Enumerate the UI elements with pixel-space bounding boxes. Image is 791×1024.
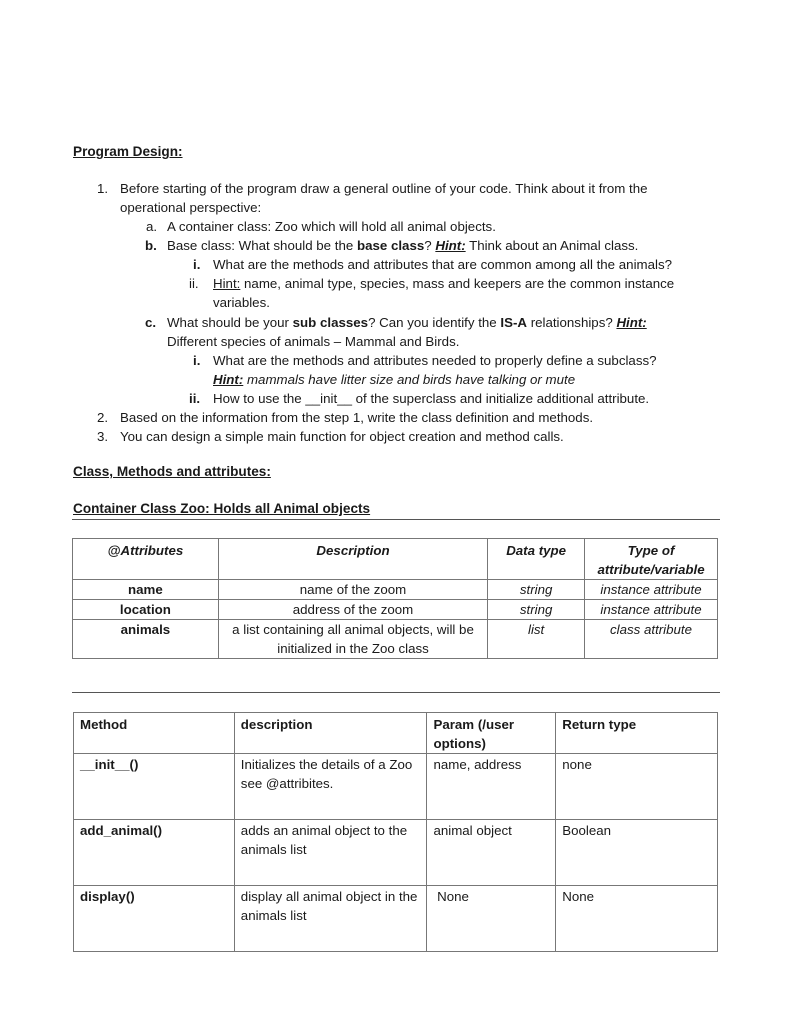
c-text-3: relationships?: [527, 315, 617, 330]
program-design-heading: Program Design:: [73, 144, 183, 159]
item-1-line-2: operational perspective:: [120, 200, 262, 215]
b-text-3: Think about an Animal class.: [465, 238, 639, 253]
sub-marker-cii: ii.: [189, 391, 201, 406]
header-description: Description: [218, 539, 487, 580]
header-return-type: Return type: [556, 713, 718, 754]
header-description: description: [234, 713, 427, 754]
method-name: __init__(): [74, 754, 235, 820]
ci-hint-text: mammals have litter size and birds have talking or mute: [243, 372, 576, 387]
ci-hint: Hint:: [213, 372, 244, 387]
table-row: [73, 620, 718, 659]
b-bold-base-class: base class: [356, 238, 425, 253]
c-text-2: ? Can you identify the: [368, 315, 501, 330]
attr-data-type: string: [488, 580, 585, 600]
header-attributes: @Attributes: [73, 539, 219, 580]
table-row: [74, 754, 718, 820]
list-marker-2: 2.: [97, 410, 109, 425]
table-row: [73, 600, 718, 620]
table-divider: [72, 692, 720, 693]
attr-kind: instance attribute: [585, 580, 718, 600]
sub-item-a: A container class: Zoo which will hold all animal objects.: [167, 219, 496, 234]
sub-item-ci-hint-line: [213, 370, 575, 389]
sub-item-c-line-2: Different species of animals – Mammal and Birds.: [167, 334, 460, 349]
attr-data-type: list: [488, 620, 585, 659]
method-description: display all animal object in the animals list: [234, 886, 427, 952]
item-1-line-1: Before starting of the program draw a general outline of your code. Think about it from the: [120, 181, 648, 196]
table-row: [74, 820, 718, 886]
header-type-of-attribute: Type of attribute/variable: [585, 539, 718, 580]
attr-kind: instance attribute: [585, 600, 718, 620]
attr-name: animals: [73, 620, 219, 659]
list-marker-1: 1.: [97, 181, 109, 196]
method-return-type: none: [556, 754, 718, 820]
sub-item-cii: How to use the __init__ of the superclass and initialize additional attribute.: [213, 391, 650, 406]
sub-item-bii-line-2: variables.: [213, 295, 270, 310]
sub-item-b: [167, 236, 638, 255]
list-marker-3: 3.: [97, 429, 109, 444]
item-3: You can design a simple main function for object creation and method calls.: [120, 429, 564, 444]
method-description: adds an animal object to the animals list: [234, 820, 427, 886]
method-description: Initializes the details of a Zoo see @attribites.: [234, 754, 427, 820]
sub-marker-b: b.: [145, 238, 157, 253]
section-divider: [72, 519, 720, 520]
method-params: animal object: [427, 820, 556, 886]
attr-description: name of the zoom: [218, 580, 487, 600]
class-methods-heading: Class, Methods and attributes:: [73, 464, 271, 479]
bii-text-1: name, animal type, species, mass and keepers are the common instance: [240, 276, 675, 291]
sub-item-c-line-1: [167, 313, 647, 332]
sub-marker-a: a.: [146, 219, 158, 234]
table-row: [74, 886, 718, 952]
attr-description: a list containing all animal objects, will be initialized in the Zoo class: [218, 620, 487, 659]
table-row: [73, 580, 718, 600]
b-text-1: Base class: What should be the: [167, 238, 357, 253]
header-method: Method: [74, 713, 235, 754]
method-return-type: None: [556, 886, 718, 952]
sub-item-bii-line-1: [213, 274, 674, 293]
sub-item-ci: What are the methods and attributes needed to properly define a subclass?: [213, 353, 657, 368]
method-return-type: Boolean: [556, 820, 718, 886]
bii-hint: Hint:: [213, 276, 241, 291]
method-name: display(): [74, 886, 235, 952]
attr-name: location: [73, 600, 219, 620]
methods-header-row: [74, 713, 718, 754]
attr-data-type: string: [488, 600, 585, 620]
attr-description: address of the zoom: [218, 600, 487, 620]
attr-name: name: [73, 580, 219, 600]
container-class-heading: Container Class Zoo: Holds all Animal objects: [73, 501, 371, 516]
header-params: Param (/user options): [427, 713, 556, 754]
sub-marker-c: c.: [145, 315, 157, 330]
c-bold-is-a: IS-A: [500, 315, 527, 330]
sub-marker-ci: i.: [193, 353, 201, 368]
b-hint: Hint:: [435, 238, 466, 253]
method-name: add_animal(): [74, 820, 235, 886]
b-text-2: ?: [424, 238, 436, 253]
sub-marker-bii: ii.: [189, 276, 199, 291]
methods-table: [73, 712, 718, 952]
attr-kind: class attribute: [585, 620, 718, 659]
method-params: name, address: [427, 754, 556, 820]
item-2: Based on the information from the step 1, write the class definition and methods.: [120, 410, 594, 425]
attributes-header-row: [73, 539, 718, 580]
attributes-table: [72, 538, 718, 659]
sub-item-bi: What are the methods and attributes that are common among all the animals?: [213, 257, 672, 272]
c-bold-sub-classes: sub classes: [292, 315, 369, 330]
c-hint: Hint:: [616, 315, 647, 330]
header-data-type: Data type: [488, 539, 585, 580]
c-text-1: What should be your: [167, 315, 293, 330]
sub-marker-bi: i.: [193, 257, 201, 272]
method-params: None: [427, 886, 556, 952]
